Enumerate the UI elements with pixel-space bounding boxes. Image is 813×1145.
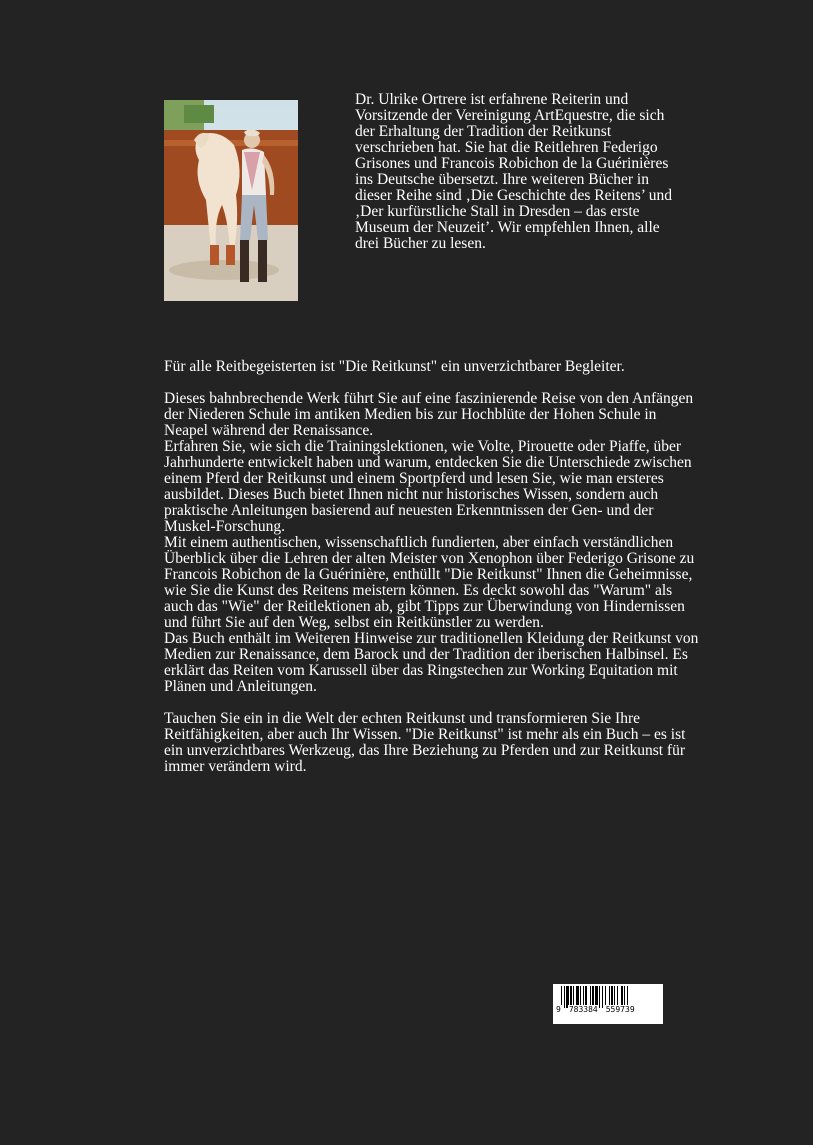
author-with-horse-illustration	[164, 100, 298, 301]
barcode-digit-group-1: 783384	[568, 1005, 598, 1014]
barcode-digit-prefix: 9	[556, 1005, 561, 1014]
barcode-digits	[555, 1005, 661, 1014]
blurb-paragraph: Mit einem authentischen, wissenschaftlich fundierten, aber einfach verständlichen Überblick über die Lehren der alten Meister von Xenophon über Federigo Grisone zu Francois Robichon de la Guérinière, enthüllt "Die Reitkunst" Ihnen die Geheimnisse, wie Sie die Kunst des Reitens meistern können. Es deckt sowohl das "Warum" als auch das "Wie" der Reitlektionen ab, gibt Tipps zur Überwindung von Hindernissen und führt Sie auf den Weg, selbst ein Reitkünstler zu werden.	[164, 534, 695, 631]
author-photo	[164, 100, 298, 301]
blurb-paragraph: Erfahren Sie, wie sich die Trainingslektionen, wie Volte, Pirouette oder Piaffe, über Jahrhunderte entwickelt haben und warum, entdecken Sie die Unterschiede zwischen einem Pferd der Reitkunst und einem Sportpferd und lesen Sie, wie man ersteres ausbildet. Dieses Buch bietet Ihnen nicht nur historisches Wissen, sondern auch praktische Anleitungen basierend auf neuesten Erkenntnissen der Gen- und der Muskel-Forschung.	[164, 438, 692, 535]
blurb-paragraph: Dieses bahnbrechende Werk führt Sie auf eine faszinierende Reise von den Anfängen der Niederen Schule im antiken Medien bis zur Hochblüte der Hohen Schule in Neapel während der Renaissance.	[164, 390, 694, 439]
barcode-bars-icon	[553, 984, 663, 1024]
blurb-paragraph: Das Buch enthält im Weiteren Hinweise zur traditionellen Kleidung der Reitkunst von Medien zur Renaissance, dem Barock und der Tradition der iberischen Halbinsel. Es erklärt das Reiten vom Karussell über das Ringstechen zur Working Equitation mit Plänen und Anleitungen.	[164, 630, 699, 695]
paragraph-spacer	[164, 695, 699, 711]
blurb-closing: Tauchen Sie ein in die Welt der echten Reitkunst und transformieren Sie Ihre Reitfähigkeiten, aber auch Ihr Wissen. "Die Reitkunst" ist mehr als ein Buch – es ist ein unverzichtbares Werkzeug, das Ihre Beziehung zu Pferden und zur Reitkunst für immer verändern wird.	[164, 710, 686, 775]
paragraph-spacer	[164, 375, 699, 391]
barcode-digit-group-2: 559739	[605, 1005, 635, 1014]
blurb-intro: Für alle Reitbegeisterten ist "Die Reitkunst" ein unverzichtbarer Begleiter.	[164, 358, 625, 375]
isbn-barcode	[553, 984, 663, 1024]
book-blurb	[164, 359, 699, 775]
author-bio: Dr. Ulrike Ortrere ist erfahrene Reiterin und Vorsitzende der Vereinigung ArtEquestre, die sich der Erhaltung der Tradition der Reitkunst verschrieben hat. Sie hat die Reitlehren Federigo Grisones und Francois Robichon de la Guérinières ins Deutsche übersetzt. Ihre weiteren Bücher in dieser Reihe sind ‚Die Geschichte des Reitens’ und ‚Der kurfürstliche Stall in Dresden – das erste Museum der Neuzeit’. Wir empfehlen Ihnen, alle drei Bücher zu lesen.	[355, 91, 672, 252]
